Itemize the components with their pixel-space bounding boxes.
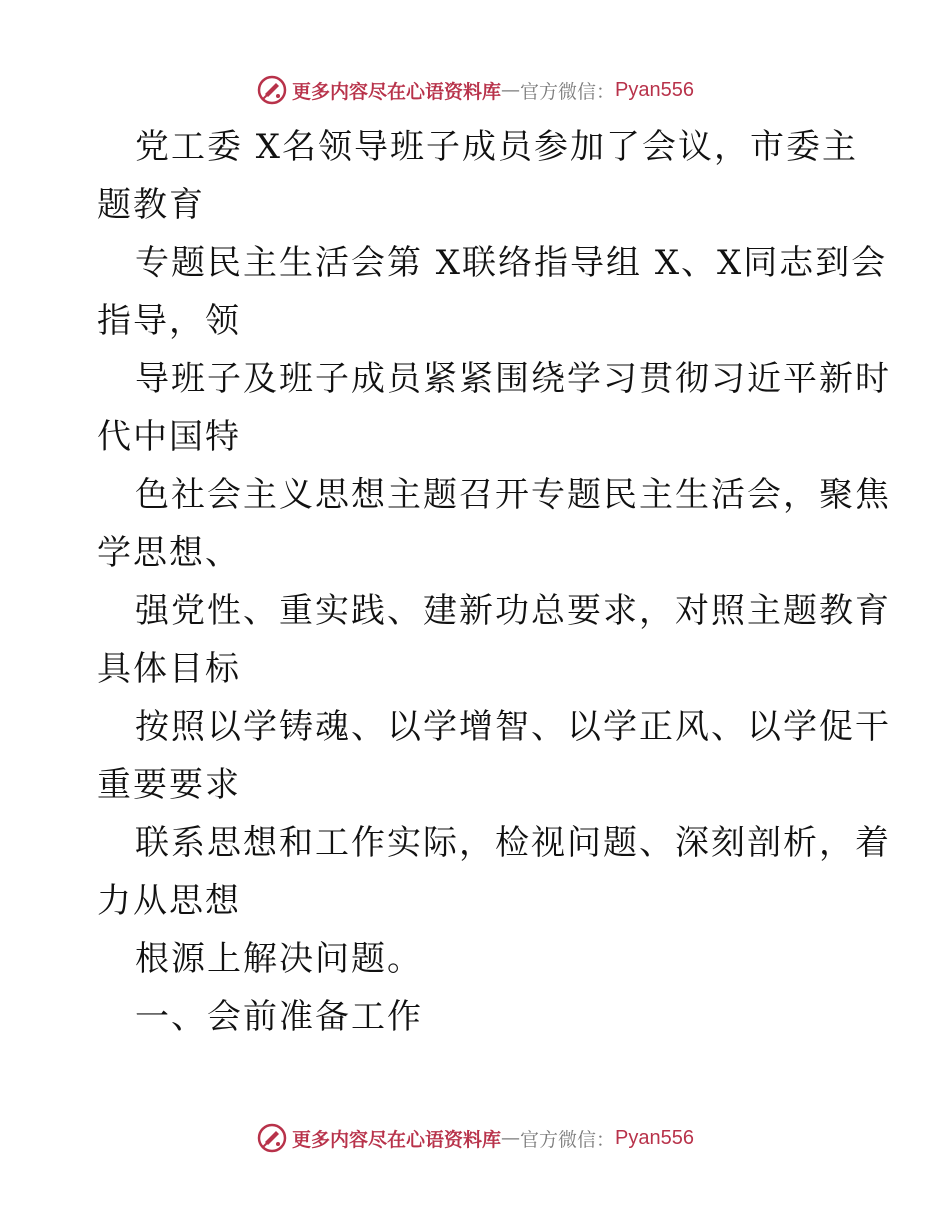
text-line: 一、会前准备工作	[135, 997, 423, 1037]
quill-book-icon	[256, 1122, 288, 1154]
text-line: 党工委 X名领导班子成员参加了会议，市委主	[135, 127, 859, 167]
text-line: 根源上解决问题。	[135, 939, 423, 979]
text-line: 力从思想	[97, 881, 241, 921]
text-line: 联系思想和工作实际，检视问题、深刻剖析，着	[135, 823, 891, 863]
watermark-wechat-id: Pyan556	[615, 1126, 694, 1149]
watermark-wechat-id: Pyan556	[615, 78, 694, 101]
watermark-sub-text: 官方微信：	[520, 80, 616, 103]
body-text	[97, 118, 891, 1046]
watermark-main-text: 更多内容尽在心语资料库	[292, 1128, 502, 1151]
text-line: 重要要求	[97, 765, 241, 805]
text-line: 强党性、重实践、建新功总要求，对照主题教育	[135, 591, 891, 631]
header-watermark	[0, 70, 950, 110]
text-line: 专题民主生活会第 X联络指导组 X、X同志到会	[135, 243, 888, 283]
text-line: 学思想、	[97, 533, 241, 573]
text-line: 导班子及班子成员紧紧围绕学习贯彻习近平新时	[135, 359, 891, 399]
watermark-dash: —	[501, 79, 521, 101]
text-line: 代中国特	[97, 417, 241, 457]
text-line: 按照以学铸魂、以学增智、以学正风、以学促干	[135, 707, 891, 747]
text-line: 题教育	[97, 185, 205, 225]
watermark-dash: —	[501, 1127, 521, 1149]
footer-watermark	[0, 1118, 950, 1158]
text-line: 指导，领	[97, 301, 241, 341]
quill-book-icon	[256, 74, 288, 106]
text-line: 具体目标	[97, 649, 241, 689]
watermark-sub-text: 官方微信：	[520, 1128, 616, 1151]
watermark-main-text: 更多内容尽在心语资料库	[292, 80, 502, 103]
text-line: 色社会主义思想主题召开专题民主生活会，聚焦	[135, 475, 891, 515]
